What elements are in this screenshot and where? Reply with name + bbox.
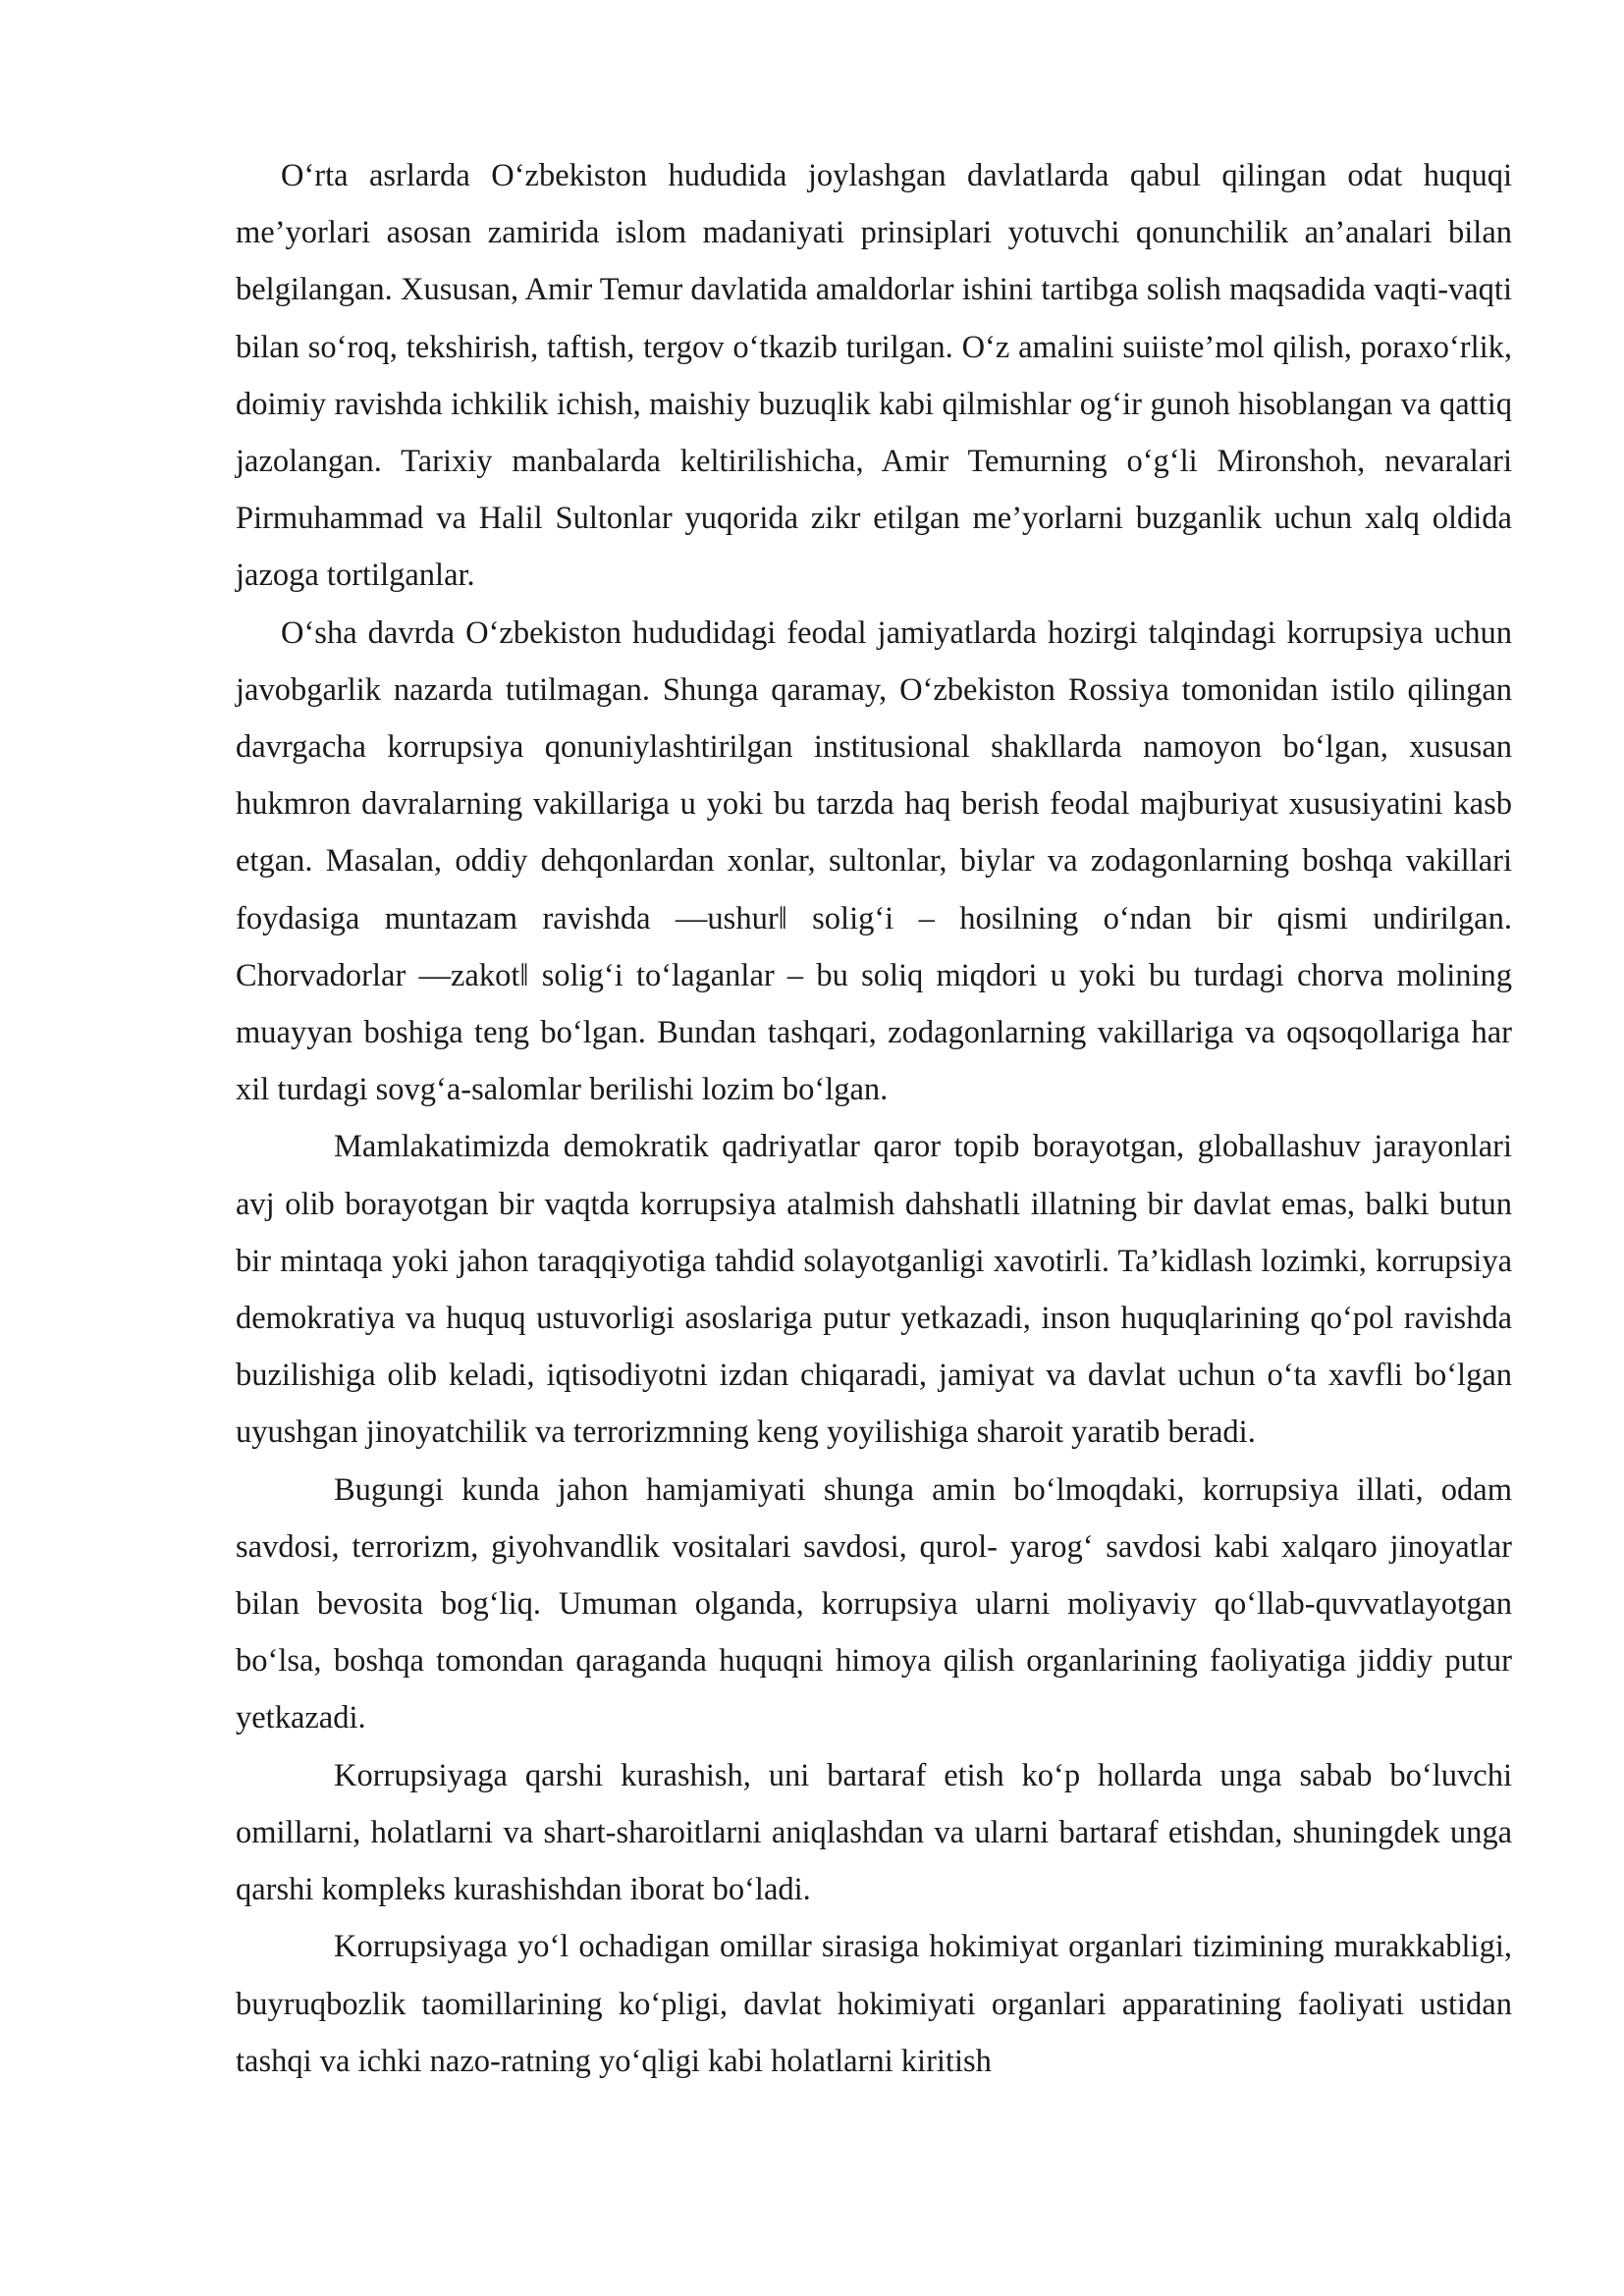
document-body [236, 147, 1512, 2090]
paragraph-3: Mamlakatimizda demokratik qadriyatlar qaror topib borayotgan, globallashuv jarayonlari avj olib borayotgan bir vaqtda korrupsiya atalmish dahshatli illatning bir davlat emas, balki butun bir mintaqa yoki jahon taraqqiyotiga tahdid solayotganligi xavotirli. Ta’kidlash lozimki, korrupsiya demokratiya va huquq ustuvorligi asoslariga putur yetkazadi, inson huquqlarining qo‘pol ravishda buzilishiga olib keladi, iqtisodiyotni izdan chiqaradi, jamiyat va davlat uchun o‘ta xavfli bo‘lgan uyushgan jinoyatchilik va terrorizmning keng yoyilishiga sharoit yaratib beradi. [236, 1129, 1512, 1451]
paragraph-5: Korrupsiyaga qarshi kurashish, uni bartaraf etish ko‘p hollarda unga sabab bo‘luvchi omillarni, holatlarni va shart-sharoitlarni aniqlashdan va ularni bartaraf etishdan, shuningdek unga qarshi kompleks kurashishdan iborat bo‘ladi. [236, 1757, 1512, 1908]
paragraph-2: O‘sha davrda O‘zbekiston hududidagi feodal jamiyatlarda hozirgi talqindagi korrupsiya uchun javobgarlik nazarda tutilmagan. Shunga qaramay, O‘zbekiston Rossiya tomonidan istilo qilingan davrgacha korrupsiya qonuniylashtirilgan institusional shakllarda namoyon bo‘lgan, xususan hukmron davralarning vakillariga u yoki bu tarzda haq berish feodal majburiyat xususiyatini kasb etgan. Masalan, oddiy dehqonlardan xonlar, sultonlar, biylar va zodagonlarning boshqa vakillari foydasiga muntazam ravishda ―ushur‖ solig‘i – hosilning o‘ndan bir qismi undirilgan. Chorvadorlar ―zakot‖ solig‘i to‘laganlar – bu soliq miqdori u yoki bu turdagi chorva molining muayyan boshiga teng bo‘lgan. Bundan tashqari, zodagonlarning vakillariga va oqsoqollariga har xil turdagi sovg‘a-salomlar berilishi lozim bo‘lgan. [236, 614, 1512, 1108]
paragraph-6: Korrupsiyaga yo‘l ochadigan omillar sirasiga hokimiyat organlari tizimining murakkabligi, buyruqbozlik taomillarining ko‘pligi, davlat hokimiyati organlari apparatining faoliyati ustidan tashqi va ichki nazo-ratning yo‘qligi kabi holatlarni kiritish [236, 1929, 1512, 2079]
paragraph-1: O‘rta asrlarda O‘zbekiston hududida joylashgan davlatlarda qabul qilingan odat huquqi me’yorlari asosan zamirida islom madaniyati prinsiplari yotuvchi qonunchilik an’analari bilan belgilangan. Xususan, Amir Temur davlatida amaldorlar ishini tartibga solish maqsadida vaqti-vaqti bilan so‘roq, tekshirish, taftish, tergov o‘tkazib turilgan. O‘z amalini suiiste’mol qilish, poraxo‘rlik, doimiy ravishda ichkilik ichish, maishiy buzuqlik kabi qilmishlar og‘ir gunoh hisoblangan va qattiq jazolangan. Tarixiy manbalarda keltirilishicha, Amir Temurning o‘g‘li Mironshoh, nevaralari Pirmuhammad va Halil Sultonlar yuqorida zikr etilgan me’yorlarni buzganlik uchun xalq oldida jazoga tortilganlar. [236, 158, 1512, 594]
paragraph-4: Bugungi kunda jahon hamjamiyati shunga amin bo‘lmoqdaki, korrupsiya illati, odam savdosi, terrorizm, giyohvandlik vositalari savdosi, qurol- yarog‘ savdosi kabi xalqaro jinoyatlar bilan bevosita bog‘liq. Umuman olganda, korrupsiya ularni moliyaviy qo‘llab-quvvatlayotgan bo‘lsa, boshqa tomondan qaraganda huquqni himoya qilish organlarining faoliyatiga jiddiy putur yetkazadi. [236, 1471, 1512, 1736]
